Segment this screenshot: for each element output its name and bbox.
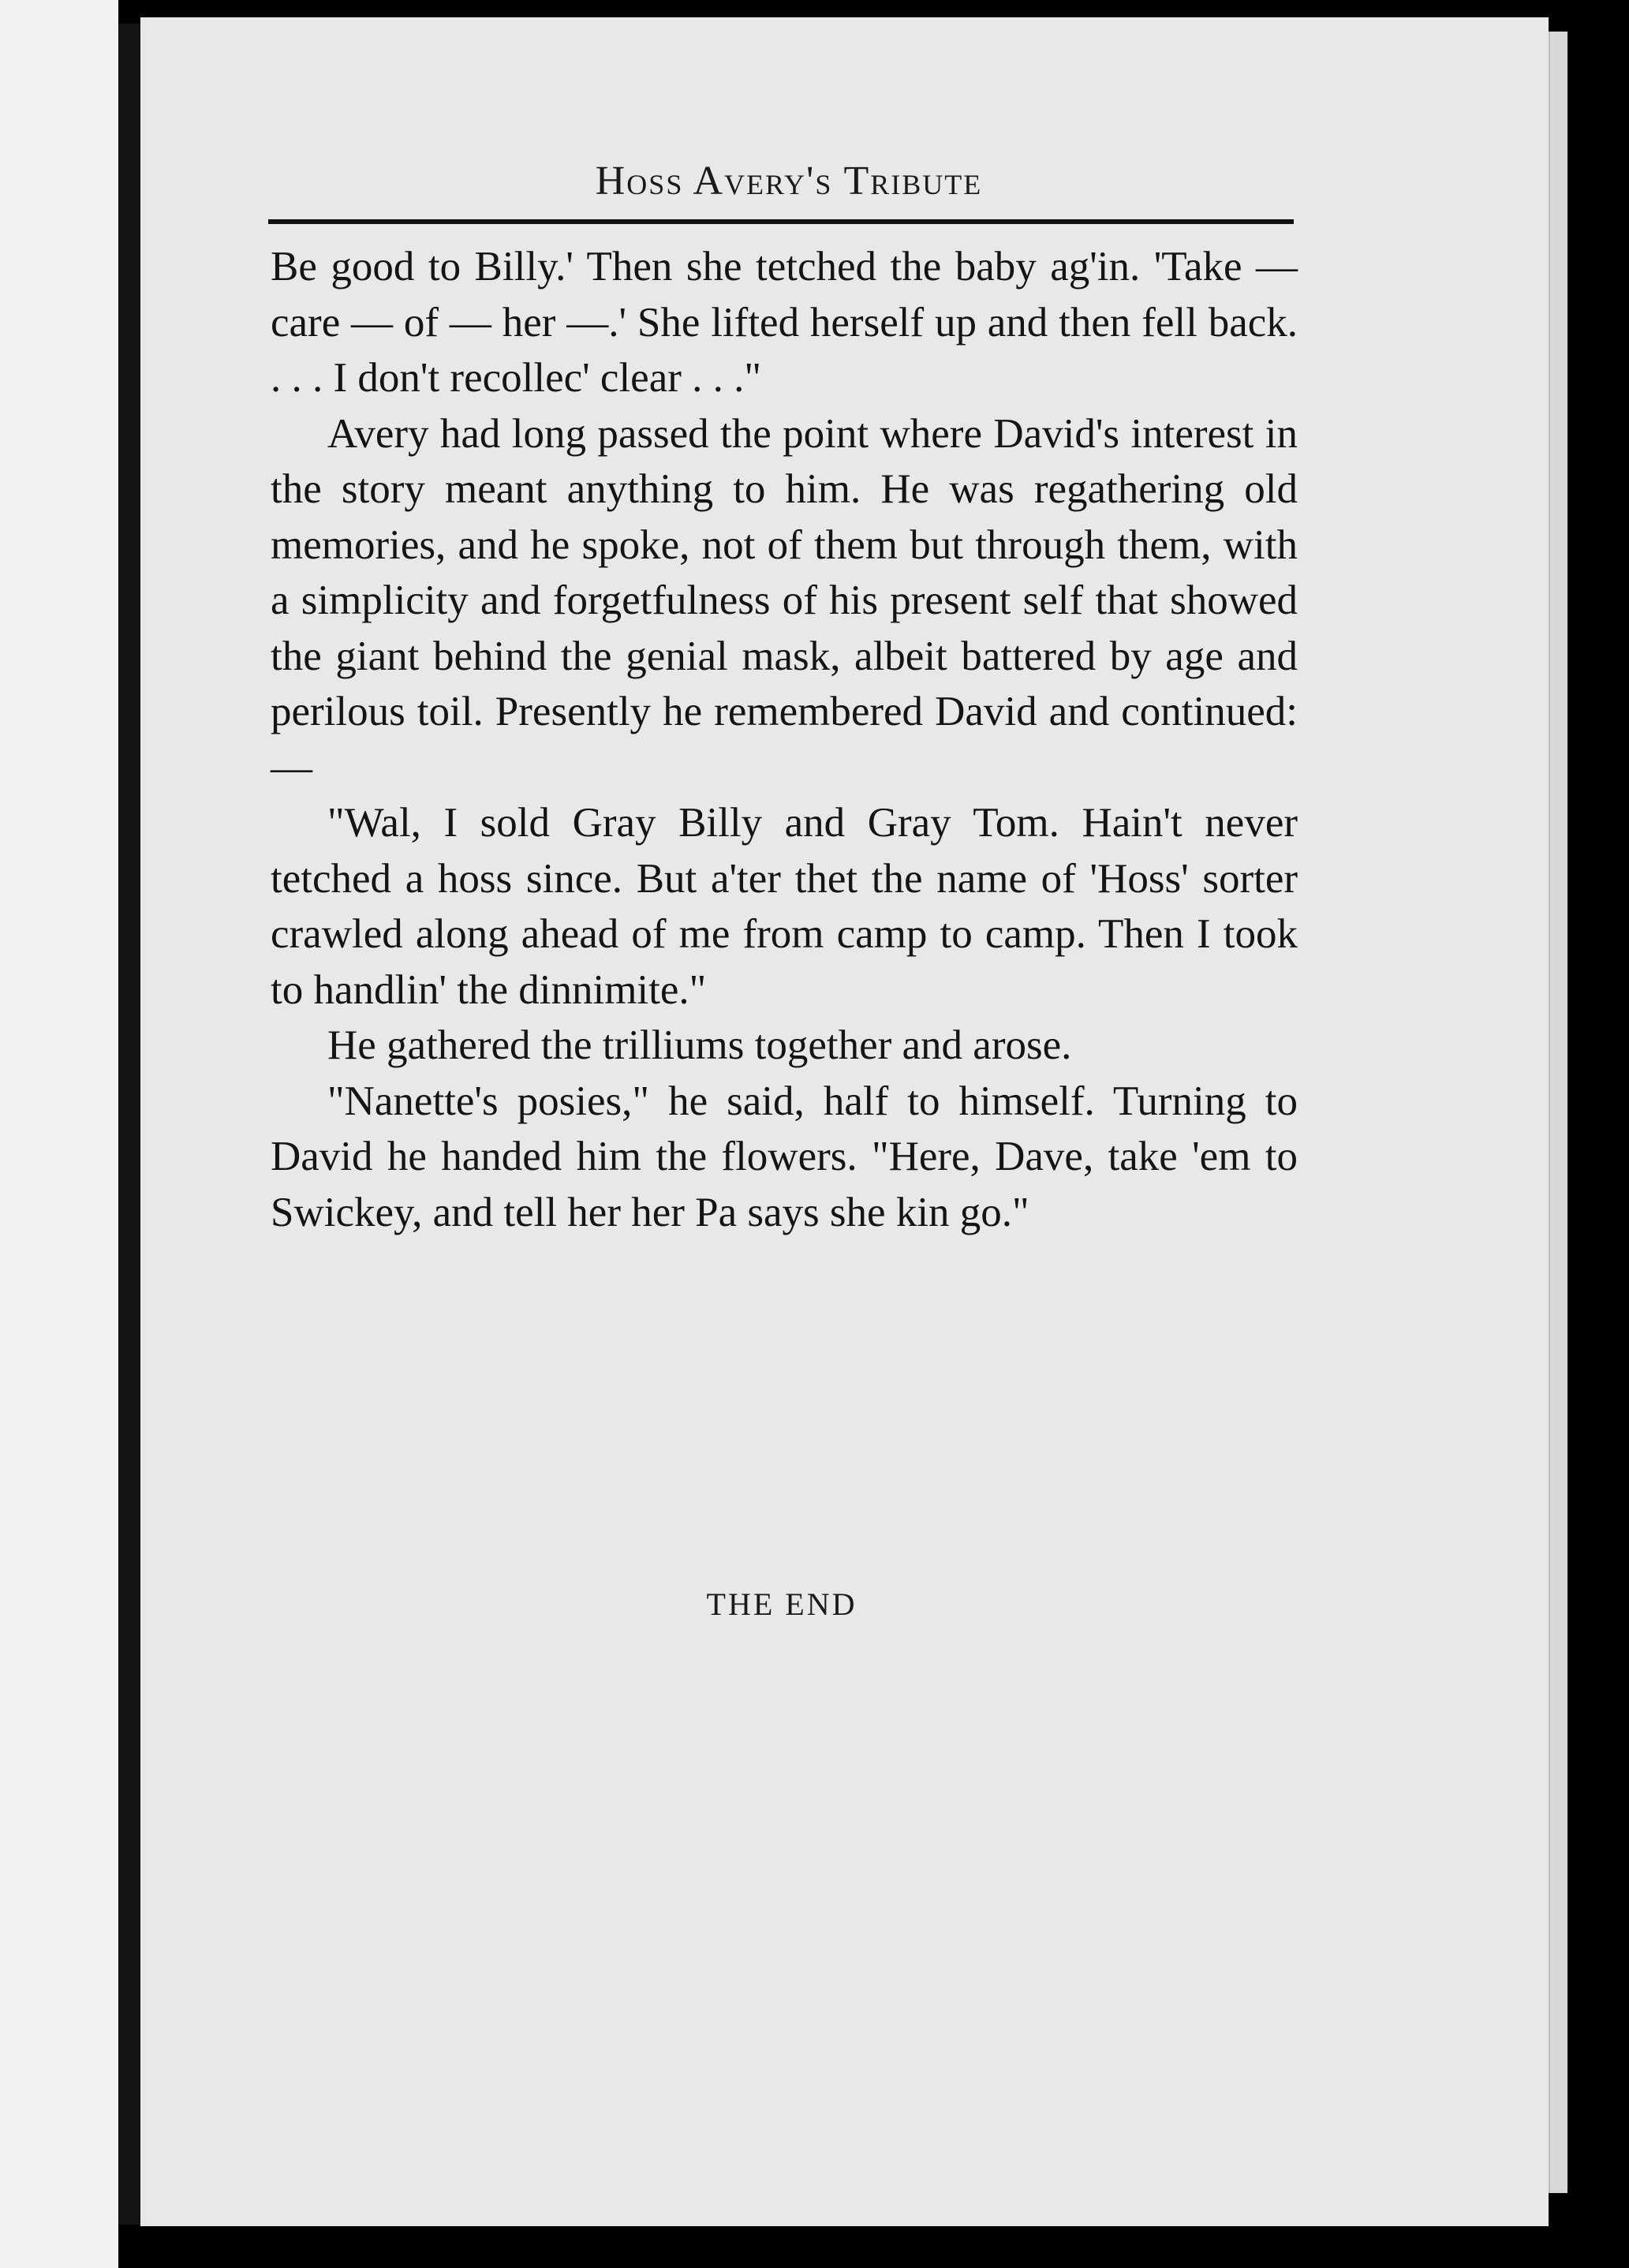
paragraph: "Nanette's posies," he said, half to himself. Turning to David he handed him the flowers. "Here, Dave, take 'em to Swickey, and tell her her Pa says she kin go." [271,1078,1298,1235]
paragraph: Be good to Billy.' Then she tetched the baby ag'in. 'Take — care — of — her —.' She lifted herself up and then fell back. . . . I don't recollec' clear . . ." [271,244,1298,401]
page-edge [1549,32,1567,2193]
the-end-label: THE END [706,1586,857,1622]
body-text [271,239,1298,1240]
paragraph: Avery had long passed the point where David's interest in the story meant anything to him. He was regathering old memories, and he spoke, not of them but through them, with a simplicity and forgetfulness of his present self that showed the giant behind the genial mask, albeit battered by age and perilous toil. Presently he remembered David and continued: — [271,410,1298,790]
running-head: Hoss Avery's Tribute [595,159,983,204]
binding-gutter [118,24,142,2225]
facing-page-edge [0,0,118,2268]
paragraph: "Wal, I sold Gray Billy and Gray Tom. Hain't never tetched a hoss since. But a'ter thet the name of 'Hoss' sorter crawled along ahead of me from camp to camp. Then I took to handlin' the dinnimite." [271,800,1298,1013]
paragraph: He gathered the trilliums together and arose. [327,1022,1072,1068]
header-rule [268,219,1294,224]
